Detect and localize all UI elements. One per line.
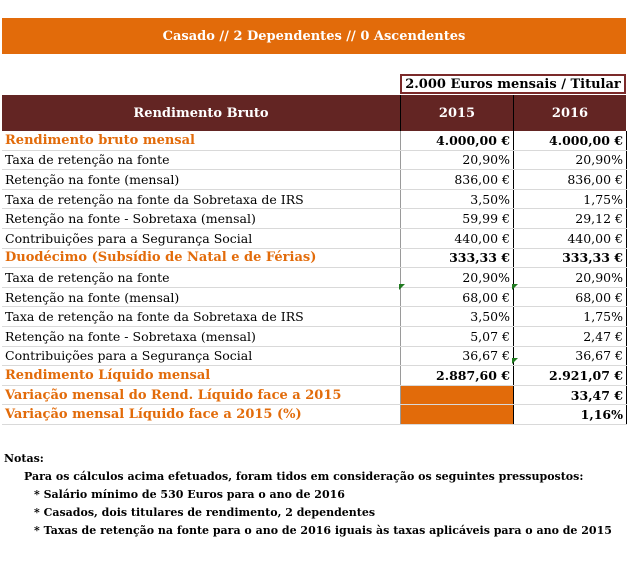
table-row [2, 405, 627, 425]
notes-intro: Para os cálculos acima efetuados, foram tidos em consideração os seguintes pressupostos: [24, 470, 584, 483]
table-row [2, 307, 627, 327]
table-row [2, 248, 627, 268]
value-2015: 3,50% [401, 189, 514, 209]
row-label: Retenção na fonte (mensal) [2, 287, 401, 307]
comment-marker [512, 358, 518, 364]
value-2016: 36,67 € [514, 346, 627, 366]
table-row [2, 346, 627, 366]
note-bullet: * Casados, dois titulares de rendimento, 2 dependentes [34, 506, 376, 519]
value-2015: 20,90% [401, 268, 514, 288]
scenario-banner: Casado // 2 Dependentes // 0 Ascendentes [2, 18, 626, 54]
row-label: Rendimento Líquido mensal [2, 366, 401, 386]
value-2015: 4.000,00 € [401, 131, 514, 150]
table-row [2, 385, 627, 405]
notes-title: Notas: [4, 452, 44, 465]
note-bullet: * Salário mínimo de 530 Euros para o ano de 2016 [34, 488, 345, 501]
value-2015: 440,00 € [401, 228, 514, 248]
value-2015: 36,67 € [401, 346, 514, 366]
year-2016-header: 2016 [513, 95, 626, 131]
value-2016: 2,47 € [514, 326, 627, 346]
row-label: Taxa de retenção na fonte da Sobretaxa de IRS [2, 189, 401, 209]
value-2015 [401, 405, 514, 425]
value-2015: 5,07 € [401, 326, 514, 346]
row-label: Taxa de retenção na fonte [2, 150, 401, 170]
row-label: Rendimento bruto mensal [2, 131, 401, 150]
table-row [2, 170, 627, 190]
income-header: 2.000 Euros mensais / Titular [400, 74, 626, 94]
row-label: Taxa de retenção na fonte [2, 268, 401, 288]
row-label: Variação mensal do Rend. Líquido face a 2015 [2, 385, 401, 405]
value-2015: 836,00 € [401, 170, 514, 190]
value-2016: 1,75% [514, 307, 627, 327]
value-2015: 20,90% [401, 150, 514, 170]
salary-table [2, 131, 627, 425]
value-2016: 4.000,00 € [514, 131, 627, 150]
value-2016: 1,16% [514, 405, 627, 425]
table-row [2, 209, 627, 229]
value-2015 [401, 385, 514, 405]
value-2016: 836,00 € [514, 170, 627, 190]
value-2016: 20,90% [514, 150, 627, 170]
value-2015: 68,00 € [401, 287, 514, 307]
table-row [2, 189, 627, 209]
value-2016: 1,75% [514, 189, 627, 209]
value-2016: 33,47 € [514, 385, 627, 405]
value-2016: 2.921,07 € [514, 366, 627, 386]
comment-marker [512, 284, 518, 290]
note-bullet: * Taxas de retenção na fonte para o ano de 2016 iguais às taxas aplicáveis para o ano de 2015 [34, 524, 612, 537]
table-row [2, 287, 627, 307]
table-row [2, 326, 627, 346]
row-label: Retenção na fonte - Sobretaxa (mensal) [2, 326, 401, 346]
value-2016: 20,90% [514, 268, 627, 288]
row-label: Retenção na fonte (mensal) [2, 170, 401, 190]
value-2016: 440,00 € [514, 228, 627, 248]
value-2015: 2.887,60 € [401, 366, 514, 386]
table-row [2, 366, 627, 386]
value-2016: 68,00 € [514, 287, 627, 307]
notes-section [4, 452, 612, 537]
row-label: Contribuições para a Segurança Social [2, 228, 401, 248]
row-label: Taxa de retenção na fonte da Sobretaxa de IRS [2, 307, 401, 327]
table-row [2, 131, 627, 150]
year-2015-header: 2015 [400, 95, 513, 131]
rendimento-bruto-header: Rendimento Bruto [2, 95, 400, 131]
value-2016: 333,33 € [514, 248, 627, 268]
value-2015: 59,99 € [401, 209, 514, 229]
table-row [2, 150, 627, 170]
value-2016: 29,12 € [514, 209, 627, 229]
table-row [2, 268, 627, 288]
value-2015: 3,50% [401, 307, 514, 327]
row-label: Variação mensal Líquido face a 2015 (%) [2, 405, 401, 425]
comment-marker [399, 284, 405, 290]
table-row [2, 228, 627, 248]
row-label: Contribuições para a Segurança Social [2, 346, 401, 366]
value-2015: 333,33 € [401, 248, 514, 268]
row-label: Retenção na fonte - Sobretaxa (mensal) [2, 209, 401, 229]
row-label: Duodécimo (Subsídio de Natal e de Férias) [2, 248, 401, 268]
